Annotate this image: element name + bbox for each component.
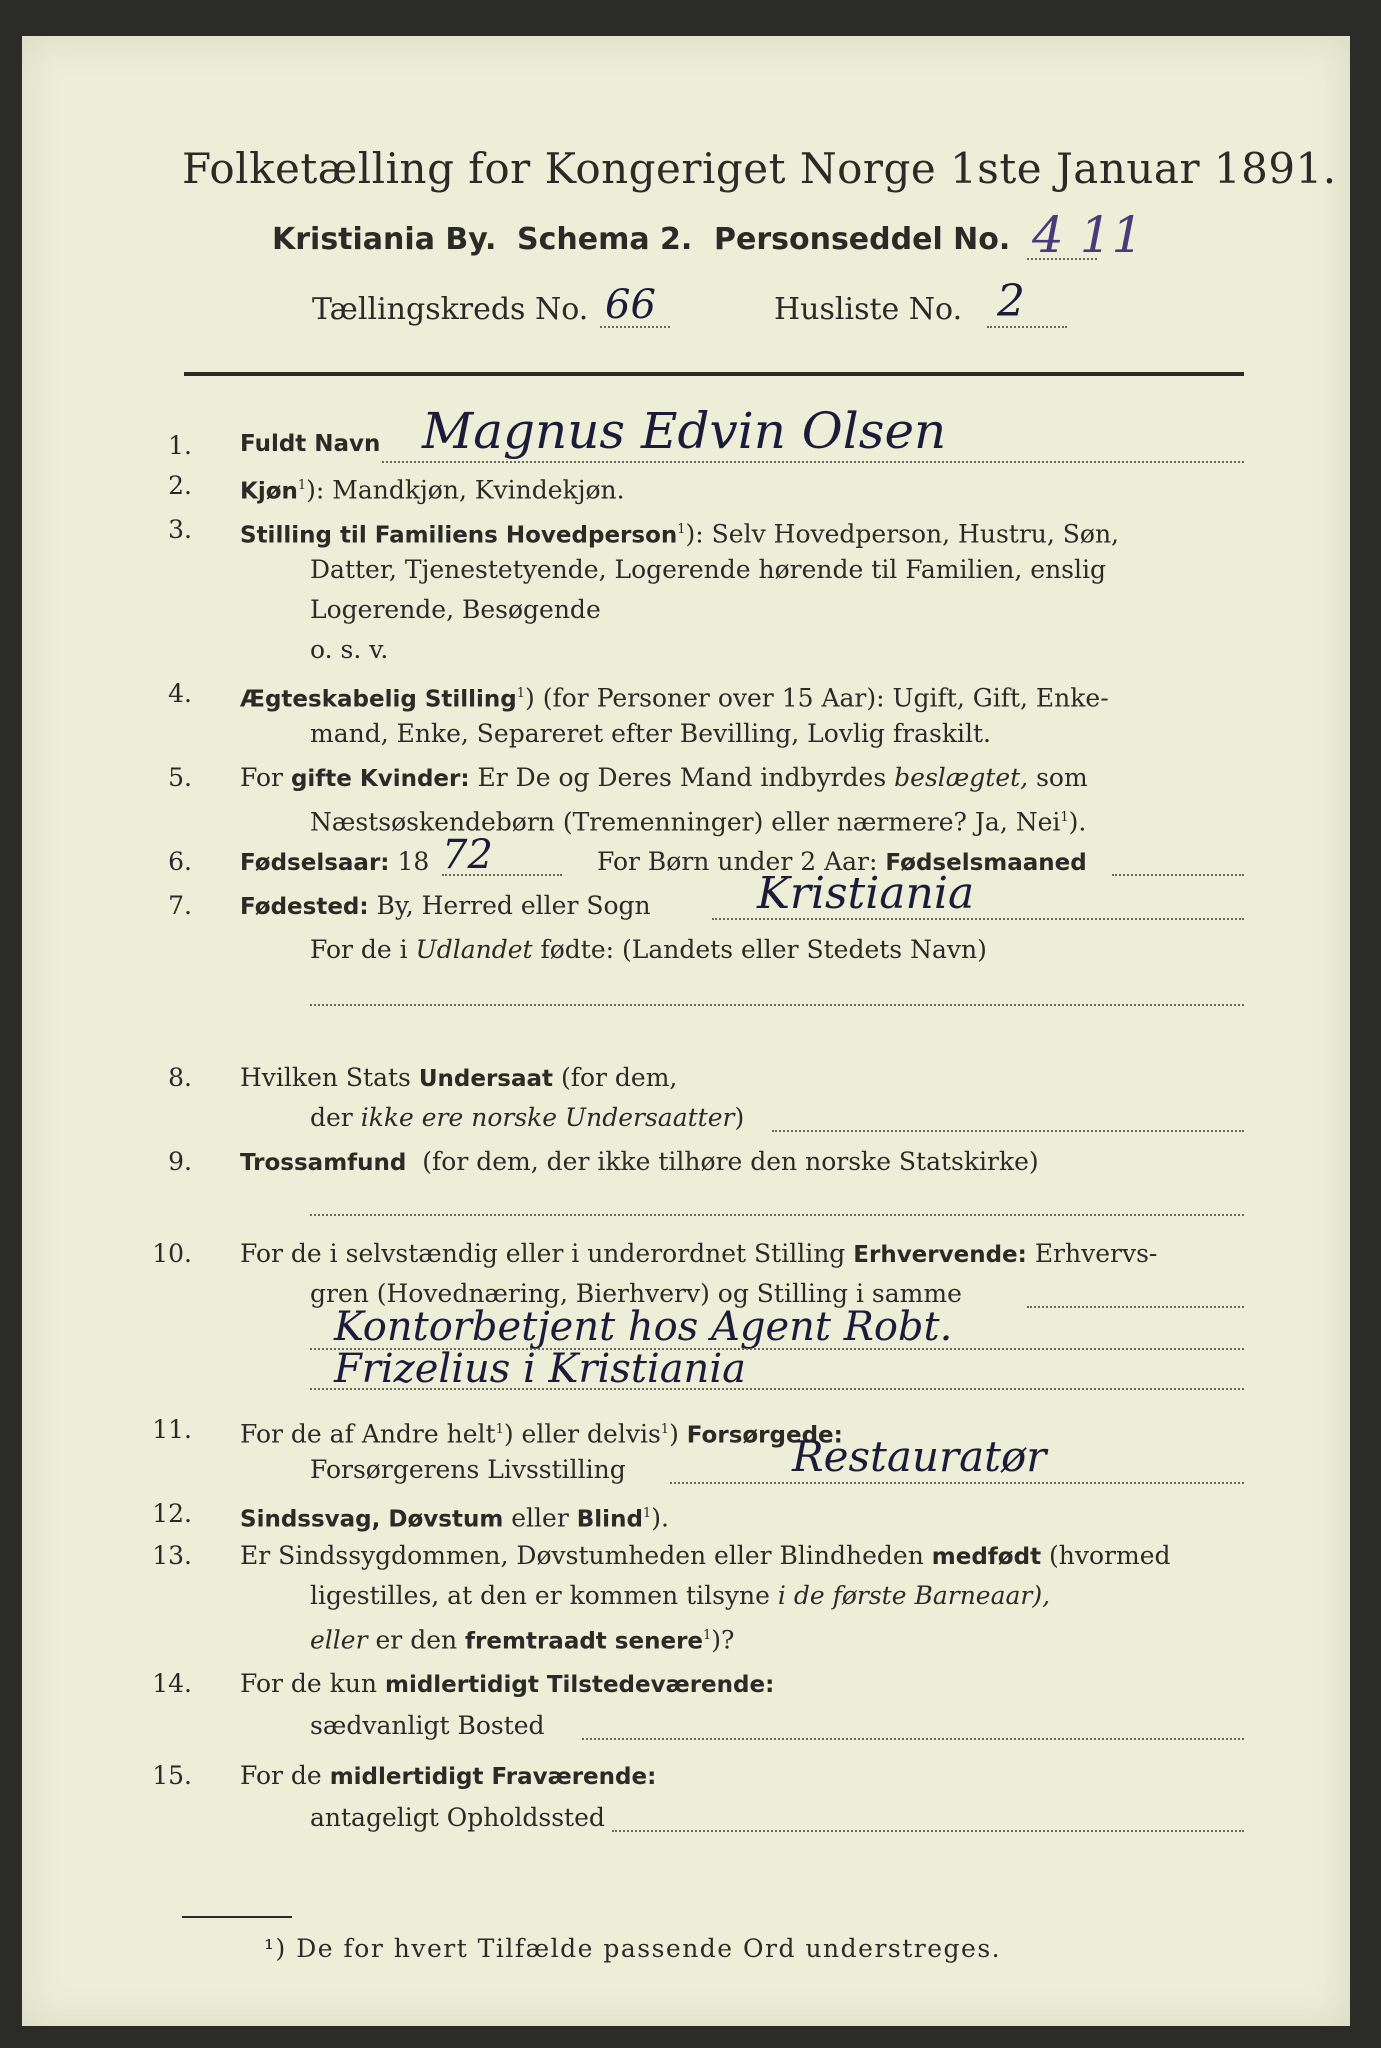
- q5-sup: 1: [1060, 810, 1069, 825]
- q3-line4: o. s. v.: [310, 635, 389, 664]
- q6-number: 6.: [168, 847, 192, 876]
- q14-label: midlertidigt Tilstedeværende:: [384, 1672, 775, 1698]
- husliste-label: Husliste No.: [774, 292, 963, 327]
- q13-l3-italic: eller: [310, 1625, 368, 1655]
- q10-occupation-handwritten-1: Kontorbetjent hos Agent Robt.: [334, 1304, 953, 1350]
- q9-text: (for dem, der ikke tilhøre den norske Statskirke): [422, 1147, 1039, 1176]
- footnote: [264, 1934, 1001, 1963]
- q9-dots: [310, 1214, 1244, 1216]
- q5-line1: [240, 760, 1088, 797]
- q4-text: ) (for Personer over 15 Aar): Ugift, Gift, Enke-: [525, 683, 1109, 713]
- q3-label: Stilling til Familiens Hovedperson: [240, 522, 678, 549]
- q11-sup1: 1: [495, 1422, 504, 1437]
- q12-end: ).: [651, 1503, 669, 1533]
- q8-line1: [240, 1060, 677, 1097]
- q13-l2a: ligestilles, at den er kommen tilsyne: [310, 1581, 770, 1610]
- q8-dots: [772, 1130, 1244, 1132]
- q7-l2b: fødte: (Landets eller Stedets Navn): [540, 935, 987, 964]
- q4-number: 4.: [168, 679, 192, 708]
- q2-sup: 1: [297, 478, 307, 493]
- q8-label: Undersaat: [418, 1066, 554, 1092]
- q11-mid: ) eller delvis: [503, 1419, 661, 1449]
- footnote-rule: [182, 1916, 292, 1918]
- q13-label: medfødt: [931, 1544, 1042, 1570]
- q7-foreign-dots: [310, 1004, 1244, 1006]
- q15-dots: [612, 1830, 1244, 1832]
- q11-line1: For de af Andre helt$^1$) eller delvis$^1$) Forsørgede:: [240, 1419, 843, 1449]
- q10-label: Erhvervende:: [853, 1242, 1027, 1268]
- q13-l3-bold: fremtraadt senere: [465, 1628, 704, 1655]
- footnote-text: De for hvert Tilfælde passende Ord understreges.: [296, 1934, 1002, 1963]
- q15-label: midlertidigt Fraværende:: [329, 1764, 657, 1790]
- q8-l2a: der: [310, 1103, 353, 1132]
- q13-l3a: er den: [375, 1625, 458, 1655]
- personseddel-label: Personseddel No.: [714, 222, 1011, 257]
- q10-number: 10.: [152, 1239, 192, 1268]
- q1-name-handwritten: Magnus Edvin Olsen: [422, 402, 947, 460]
- q14-text: For de kun: [240, 1669, 378, 1698]
- q13-text: Er Sindssygdommen, Døvstumheden eller Blindheden: [240, 1541, 924, 1570]
- q13-sup: 1: [703, 1628, 712, 1643]
- q2-number: 2.: [168, 471, 192, 500]
- q6-line: [240, 844, 429, 881]
- q13-line1: [240, 1538, 1171, 1575]
- q7-label: Fødested:: [240, 894, 369, 920]
- q5-italic: beslægtet,: [894, 763, 1029, 792]
- q8-pre: Hvilken Stats: [240, 1063, 411, 1092]
- q6-text: For Børn under 2 Aar:: [597, 847, 878, 876]
- q6-year-dots: [442, 874, 562, 876]
- q8-number: 8.: [168, 1063, 192, 1092]
- q13-end: (hvormed: [1049, 1541, 1171, 1570]
- q8-l2b: ): [734, 1103, 745, 1132]
- q3-text: ): Selv Hovedperson, Hustru, Søn,: [685, 519, 1120, 549]
- q6-year-handwritten: 72: [442, 832, 493, 878]
- q8-l2-italic: ikke ere norske Undersaatter: [360, 1103, 735, 1132]
- q8-text: (for dem,: [560, 1063, 678, 1092]
- schema-label: Schema 2.: [517, 222, 693, 257]
- q4-line1: [240, 676, 1109, 717]
- footnote-mark: ¹): [264, 1934, 287, 1963]
- q6-year-prefix: 18: [397, 847, 430, 876]
- q1-number: 1.: [168, 431, 192, 460]
- q5-line2-text: Næstsøskendebørn (Tremenninger) eller nærmere? Ja, Nei: [310, 807, 1061, 837]
- q3-line1: [240, 512, 1119, 553]
- q13-l3-end: )?: [711, 1625, 735, 1655]
- q2-text: ): Mandkjøn, Kvindekjøn.: [306, 475, 625, 505]
- q11-sup2: 1: [660, 1422, 670, 1437]
- q10-line1: [240, 1236, 1157, 1273]
- q5-pre: For: [240, 763, 283, 792]
- q11-number: 11.: [152, 1415, 192, 1444]
- q6-month-dots: [1112, 874, 1244, 876]
- q5-number: 5.: [168, 763, 192, 792]
- q10-dots1: [1027, 1306, 1244, 1308]
- q3-sup: 1: [677, 522, 686, 537]
- q10-line2: gren (Hovednæring, Bierhverv) og Stilling i samme: [310, 1279, 962, 1308]
- q15-text: For de: [240, 1761, 322, 1790]
- q2-label: Kjøn: [240, 478, 298, 505]
- q9-line: [240, 1144, 1039, 1181]
- q13-number: 13.: [152, 1541, 192, 1570]
- q11-provider-handwritten: Restauratør: [792, 1432, 1047, 1481]
- form-title: Folketælling for Kongeriget Norge 1ste Januar 1891.: [182, 144, 1337, 193]
- q12-sup: 1: [642, 1506, 652, 1521]
- q11-text: For de af Andre helt: [240, 1419, 496, 1449]
- census-form-page: [22, 36, 1350, 2026]
- kreds-number: 66: [605, 282, 656, 328]
- q6-label: Fødselsaar:: [240, 850, 390, 876]
- q9-number: 9.: [168, 1147, 192, 1176]
- q11-line2: Forsørgerens Livsstilling: [310, 1455, 626, 1484]
- q7-l2-italic: Udlandet: [415, 935, 533, 964]
- q3-line2: Datter, Tjenestetyende, Logerende hørende til Familien, enslig: [310, 555, 1107, 584]
- q13-line2: [310, 1578, 1050, 1614]
- q1-dots: [382, 461, 1244, 463]
- q7-line1: [240, 888, 651, 925]
- q7-l2a: For de i: [310, 935, 408, 964]
- q10-occupation-handwritten-2: Frizelius i Kristiania: [334, 1346, 746, 1392]
- q7-text: By, Herred eller Sogn: [376, 891, 651, 920]
- q3-line3: Logerende, Besøgende: [310, 595, 601, 624]
- q4-sup: 1: [516, 686, 526, 701]
- q7-number: 7.: [168, 891, 192, 920]
- q13-line3: [310, 1618, 734, 1659]
- q6-label2: Fødselsmaaned: [885, 850, 1087, 876]
- q5-label: gifte Kvinder:: [290, 766, 470, 792]
- q5-line2: [310, 800, 1086, 840]
- q15-line2: antageligt Opholdssted: [310, 1803, 605, 1832]
- q14-line1: [240, 1666, 774, 1703]
- q4-line2: mand, Enke, Separeret efter Bevilling, Lovlig fraskilt.: [310, 719, 991, 748]
- q4-label: Ægteskabelig Stilling: [240, 686, 517, 713]
- q12-line: [240, 1496, 669, 1537]
- q11-dots: [670, 1482, 1244, 1484]
- q10-end: Erhvervs-: [1034, 1239, 1158, 1268]
- q14-line2: sædvanligt Bosted: [310, 1711, 545, 1740]
- q2-line: [240, 468, 625, 509]
- city-label: Kristiania By.: [272, 222, 497, 257]
- q8-line2: [310, 1100, 744, 1136]
- q5-text: Er De og Deres Mand indbyrdes: [477, 763, 887, 792]
- q10-text: For de i selvstændig eller i underordnet Stilling: [240, 1239, 846, 1268]
- q7-line2: [310, 932, 987, 968]
- q3-number: 3.: [168, 515, 192, 544]
- husliste-number: 2: [997, 276, 1025, 327]
- q7-birthplace-handwritten: Kristiania: [757, 868, 975, 919]
- q14-number: 14.: [152, 1669, 192, 1698]
- q14-dots: [582, 1738, 1244, 1740]
- q15-line1: [240, 1758, 656, 1795]
- q15-number: 15.: [152, 1761, 192, 1790]
- q12-label2: Blind: [576, 1506, 643, 1533]
- q5-line2-end: ).: [1068, 807, 1087, 837]
- header-rule: [184, 372, 1244, 376]
- q12-label: Sindssvag, Døvstum: [240, 1506, 504, 1533]
- q11-label: Forsørgede:: [686, 1422, 843, 1449]
- q12-number: 12.: [152, 1499, 192, 1528]
- q12-mid: eller: [511, 1503, 569, 1533]
- q1-label: Fuldt Navn: [240, 431, 381, 457]
- q9-label: Trossamfund: [240, 1150, 407, 1176]
- q10-dots3: [310, 1388, 1244, 1390]
- q13-l2-italic: i de første Barneaar),: [777, 1581, 1051, 1610]
- kreds-label: Tællingskreds No.: [312, 292, 589, 327]
- q5-end: som: [1036, 763, 1088, 792]
- personseddel-number: 4 11: [1032, 206, 1144, 264]
